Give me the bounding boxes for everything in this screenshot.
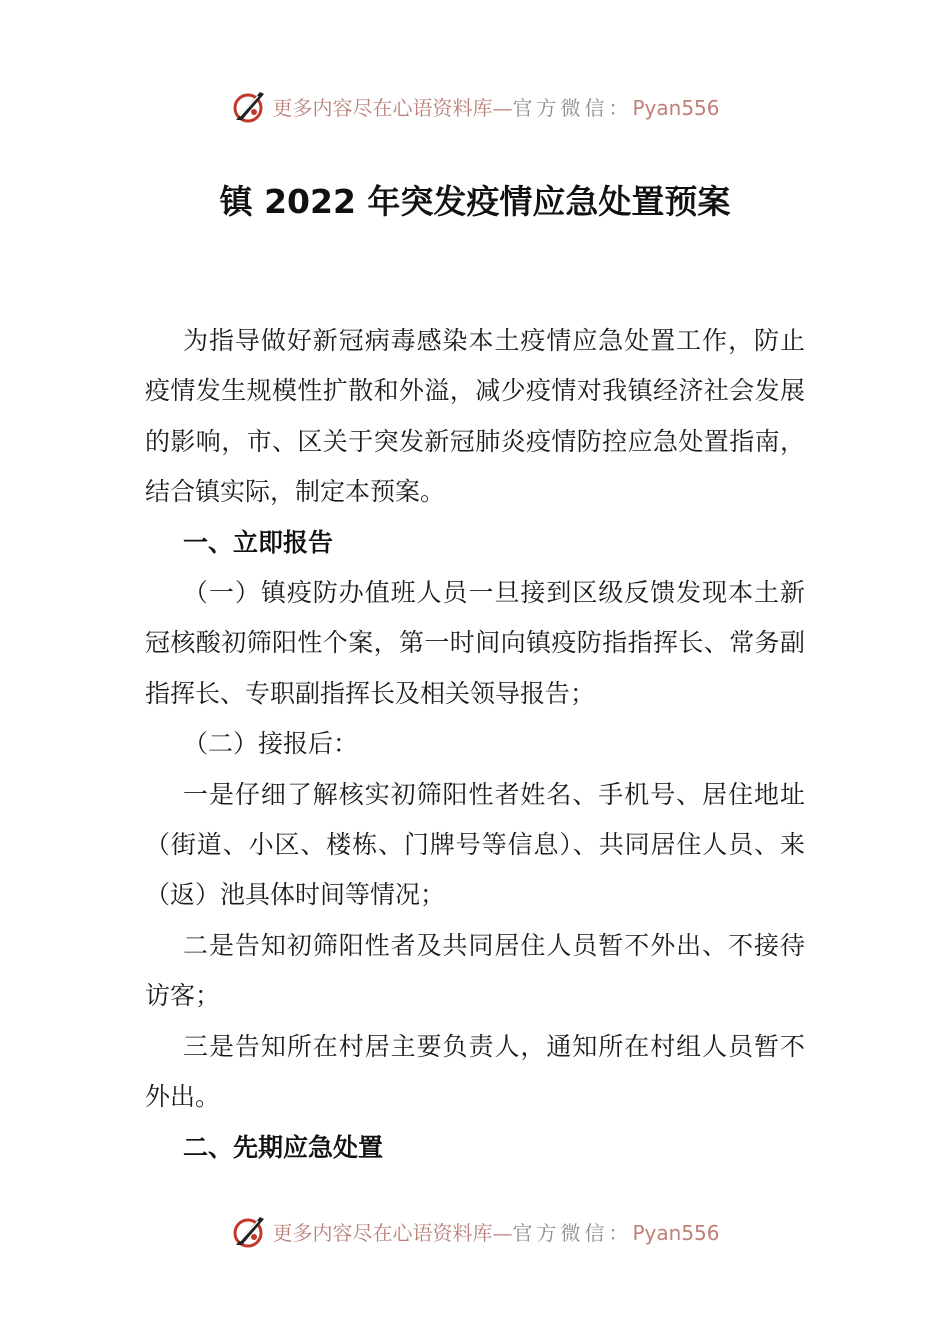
quill-logo-icon [230, 86, 270, 126]
watermark-main-text: 更多内容尽在心语资料库 [272, 1220, 493, 1245]
paragraph-item-2: （二）接报后： [183, 729, 359, 759]
paragraph-step-2: 二是告知初筛阳性者及共同居住人员暂不外出、不接待访客； [145, 930, 805, 1011]
paragraph-intro: 为指导做好新冠病毒感染本土疫情应急处置工作，防止疫情发生规模性扩散和外溢，减少疫情对我镇经济社会发展的影响，市、区关于突发新冠肺炎疫情防控应急处置指南，结合镇实际，制定本预案。 [145, 326, 805, 507]
document-title: 镇 2022 年突发疫情应急处置预案 [219, 182, 731, 221]
watermark-main-text: 更多内容尽在心语资料库 [272, 95, 493, 120]
section-heading-1: 一、立即报告 [183, 527, 334, 557]
watermark-dash: — [492, 1220, 513, 1245]
paragraph-step-1: 一是仔细了解核实初筛阳性者姓名、手机号、居住地址（街道、小区、楼栋、门牌号等信息）、共同居住人员、来（返）池具体时间等情况； [145, 779, 805, 910]
paragraph-step-3: 三是告知所在村居主要负责人，通知所在村组人员暂不外出。 [145, 1031, 805, 1112]
paragraph-item-1: （一）镇疫防办值班人员一旦接到区级反馈发现本土新冠核酸初筛阳性个案，第一时间向镇疫防指指挥长、常务副指挥长、专职副指挥长及相关领导报告； [145, 578, 805, 708]
watermark-text [272, 92, 719, 121]
watermark-footer [0, 1211, 950, 1251]
section-heading-2: 二、先期应急处置 [183, 1132, 384, 1162]
document-body [145, 316, 805, 1173]
watermark-wechat-id: Pyan556 [632, 95, 720, 120]
watermark-wechat-label: 官方微信： [512, 1220, 633, 1245]
quill-logo-icon [230, 1211, 270, 1251]
watermark-dash: — [492, 95, 513, 120]
watermark-wechat-id: Pyan556 [632, 1220, 720, 1245]
watermark-header [0, 86, 950, 126]
watermark-wechat-label: 官方微信： [512, 95, 633, 120]
watermark-text [272, 1217, 719, 1246]
